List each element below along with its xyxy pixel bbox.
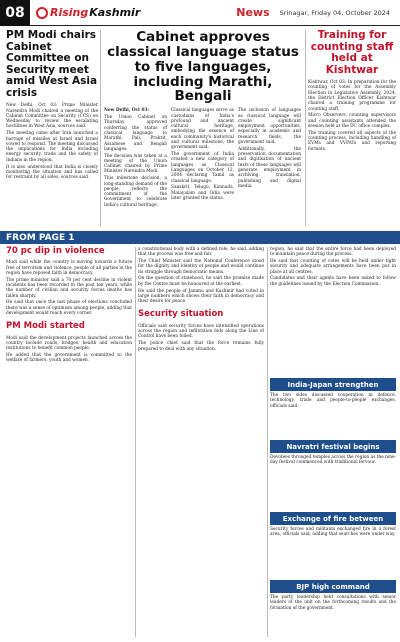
- story-column: [104, 108, 167, 209]
- section-band-title: Exchange of fire between: [282, 514, 384, 523]
- story-body: [270, 595, 396, 611]
- story-headline: Cabinet approves classical language status to five languages, including Marathi, Bengali: [107, 29, 299, 105]
- story-paragraph: It is also understood that India is closely monitoring the situation and has called for restraint by all sides, sources said.: [6, 164, 98, 181]
- story-paragraph: He said that once the last phase of elections concluded there was a sense of optimism among people, adding that development would reach every corner.: [6, 300, 132, 317]
- band-story: [270, 527, 396, 539]
- from-page-one-label: FROM PAGE 1: [6, 232, 75, 243]
- story-pm-modi: [6, 30, 98, 182]
- story-paragraph: The two sides discussed cooperation in defence, technology, trade and people-to-people exchanges, officials said.: [270, 393, 396, 409]
- column-divider: [100, 30, 101, 226]
- band-story: [270, 393, 396, 410]
- story-body: [270, 247, 396, 287]
- story-headline: PM Modi chairs Cabinet Committee on Security meet amid West Asia crisis: [6, 29, 98, 99]
- story-body: [138, 324, 264, 352]
- continuation-column-1: [6, 247, 132, 365]
- section-label: News: [236, 6, 270, 19]
- story-body: [6, 103, 98, 180]
- section-band-title: Navratri festival begins: [286, 442, 380, 451]
- story-paragraph: The party leadership held consultations with senior leaders of the unit on the forthcoming results and the formation of the government.: [270, 595, 396, 611]
- story-paragraph: The Union Cabinet on Thursday approved conferring the status of classical language to Marathi, Pali, Prakrit, Assamese and Bengali languages.: [104, 115, 167, 152]
- story-paragraph: The meeting came after Iran launched a barrage of missiles at Israel and Israel vowed to respond. The meeting discussed the implications for India including energy security, trade and the safety of Indians in the region.: [6, 131, 98, 163]
- story-paragraph: The police chief said that the force remains fully prepared to deal with any situation.: [138, 341, 264, 352]
- story-body: [6, 260, 132, 316]
- logo-ring-icon: [36, 7, 48, 19]
- story-paragraph: a constitutional body with a defined role, he said, adding that the process was free and fair.: [138, 247, 264, 258]
- story-paragraph: Officials said security forces have intensified operations across the region and infiltration bids along the Line of Control have been foiled.: [138, 323, 264, 340]
- story-paragraph: Security forces and militants exchanged fire in a forest area, officials said, adding that searches were under way.: [270, 527, 396, 538]
- story-paragraph: He said the people of Jammu and Kashmir had voted in large numbers which shows their faith in democracy and their desire for peace.: [138, 288, 264, 305]
- story-paragraph: The training covered all aspects of the counting process, including handling of EVMs and VVPATs and reporting formats.: [308, 130, 396, 152]
- story-columns: [104, 104, 302, 209]
- brand-name-second: Kashmir: [89, 6, 141, 19]
- section-band: [270, 512, 396, 525]
- story-paragraph: Devotees thronged temples across the region as the nine-day festival commenced with traditional fervour.: [270, 455, 396, 466]
- section-band: [270, 440, 396, 453]
- story-paragraph: He added that the government is committed to the welfare of farmers, youth and women.: [6, 353, 132, 364]
- continuation-column-2: [138, 247, 264, 353]
- story-headline: Security situation: [138, 309, 224, 320]
- story-dateline: New Delhi, Oct 03:: [104, 108, 150, 114]
- story-body: [308, 80, 396, 152]
- section-band-title: India-Japan strengthen: [287, 380, 379, 389]
- story-paragraph: He said that counting of votes will be held under tight security and adequate arrangements have been put in place at all centres.: [270, 259, 396, 275]
- column-divider: [305, 30, 306, 226]
- story-cabinet-languages: [104, 30, 302, 210]
- story-paragraph: The decision was taken at a meeting of the Union Cabinet chaired by Prime Minister Narendra Modi.: [104, 153, 167, 175]
- story-headline: Training for counting staff held at Kishtwar: [310, 29, 394, 76]
- section-band: [270, 580, 396, 593]
- masthead: [0, 0, 400, 26]
- story-paragraph: This milestone decision, a long-standing demand of the people, reflects the commitment of the Government to celebrate India's cultural heritage.: [104, 176, 167, 208]
- story-body: [138, 247, 264, 304]
- section-band: [270, 378, 396, 391]
- story-column: [171, 108, 234, 209]
- story-paragraph: Candidates and their agents have been asked to follow the guidelines issued by the Election Commission.: [270, 276, 396, 287]
- story-paragraph: Kishtwar, Oct 03: In preparation for the counting of votes for the Assembly Election in Legislative Assembly, 2024, the District Election Officer Kishtwar chaired a training programme for counting staff.: [308, 80, 396, 112]
- story-column: [238, 108, 301, 209]
- story-body: [270, 455, 396, 466]
- story-paragraph: Sanskrit, Telugu, Kannada, Malayalam and Odia were later granted the status.: [171, 185, 234, 201]
- brand-name-first: Rising: [50, 6, 89, 19]
- story-paragraph: The Chief Minister said the National Conference stood for the dignity and identity of people and would continue its struggle through democratic means.: [138, 259, 264, 275]
- story-paragraph: The government of India created a new category of languages as Classical Languages on October 12, 2004 declaring Tamil as classical language.: [171, 152, 234, 184]
- band-story: [270, 455, 396, 467]
- story-body: [6, 336, 132, 364]
- page-number: 08: [0, 0, 30, 26]
- story-paragraph: On the question of statehood, he said the promise made by the Centre must be honoured at the earliest.: [138, 276, 264, 287]
- newspaper-logo: [36, 6, 140, 19]
- story-body: [270, 527, 396, 538]
- column-divider: [267, 247, 268, 637]
- band-story: [270, 595, 396, 612]
- story-paragraph: Classical languages serve as custodians of India's profound and ancient cultural heritage, embodying the essence of each community's historical and cultural milestone, the government said.: [171, 108, 234, 151]
- story-paragraph: region, he said that the entire force had been deployed to maintain peace during the process.: [270, 247, 396, 258]
- story-training-kishtwar: [308, 30, 396, 154]
- continuation-column-3: [270, 247, 396, 289]
- story-headline: 70 pc dip in violence: [6, 246, 105, 256]
- story-paragraph: Modi said the development projects launched across the country include roads, bridges, health and education institutions to benefit common people.: [6, 335, 132, 352]
- story-body: [270, 393, 396, 409]
- story-paragraph: The prime minister said a 70 per cent decline in violent incidents has been recorded in the past ten years, while the number of civilian and security forces deaths has fallen sharply.: [6, 277, 132, 299]
- section-band-title: BJP high command: [296, 582, 370, 591]
- edition-date: Srinagar, Friday 04, October 2024: [279, 8, 391, 17]
- story-paragraph: Micro Observers, counting supervisors and counting assistants attended the session held at the DC office complex.: [308, 113, 396, 130]
- story-paragraph: Additionally, the preservation, documentation and digitisation of ancient texts of these languages will generate employment in archiving, translation, publishing and digital media.: [238, 146, 301, 189]
- from-page-one-bar: [0, 231, 400, 244]
- story-paragraph: New Delhi, Oct 03: Prime Minister Narendra Modi chaired a meeting of the Cabinet Committee on Security (CCS) on Wednesday to review the escalating hostilities in West Asia, sources said.: [6, 103, 98, 130]
- column-divider: [135, 247, 136, 637]
- story-paragraph: Modi said while the country is moving towards a future free of terrorism and violence, people of all parties in the region have reposed faith in democracy.: [6, 260, 132, 276]
- story-paragraph: The inclusion of languages as classical language will create significant employment opportunities, especially in academic and research fields, the government said.: [238, 108, 301, 145]
- story-headline: PM Modi started: [6, 321, 85, 332]
